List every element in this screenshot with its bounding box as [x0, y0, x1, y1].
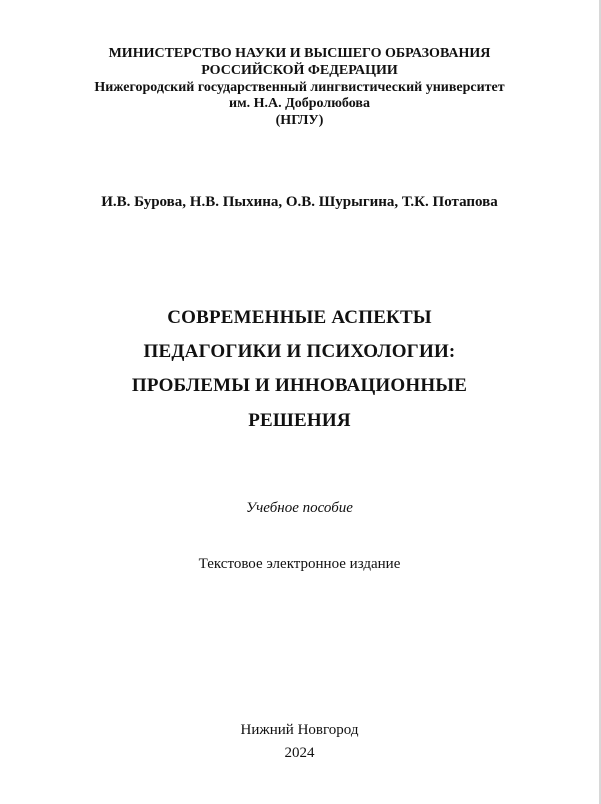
publication-city: Нижний Новгород — [240, 722, 359, 738]
book-title-line4: РЕШЕНИЯ — [248, 410, 351, 431]
book-title-line3: ПРОБЛЕМЫ И ИННОВАЦИОННЫЕ — [131, 375, 468, 396]
university-abbreviation: (НГЛУ) — [275, 113, 324, 128]
book-title-line2: ПЕДАГОГИКИ И ПСИХОЛОГИИ: — [143, 341, 456, 362]
book-title-line1: СОВРЕМЕННЫЕ АСПЕКТЫ — [167, 307, 432, 328]
university-honorific: им. Н.А. Добролюбова — [229, 96, 370, 111]
university-name: Нижегородский государственный лингвистический университет — [94, 80, 505, 95]
authors: И.В. Бурова, Н.В. Пыхина, О.В. Шурыгина, Т.К. Потапова — [101, 194, 498, 210]
ministry-name-line1: МИНИСТЕРСТВО НАУКИ И ВЫСШЕГО ОБРАЗОВАНИЯ — [108, 46, 491, 61]
publication-type: Учебное пособие — [246, 500, 353, 516]
edition-type: Текстовое электронное издание — [198, 556, 401, 572]
publication-year: 2024 — [284, 745, 315, 761]
ministry-name-line2: РОССИЙСКОЙ ФЕДЕРАЦИИ — [201, 63, 398, 78]
